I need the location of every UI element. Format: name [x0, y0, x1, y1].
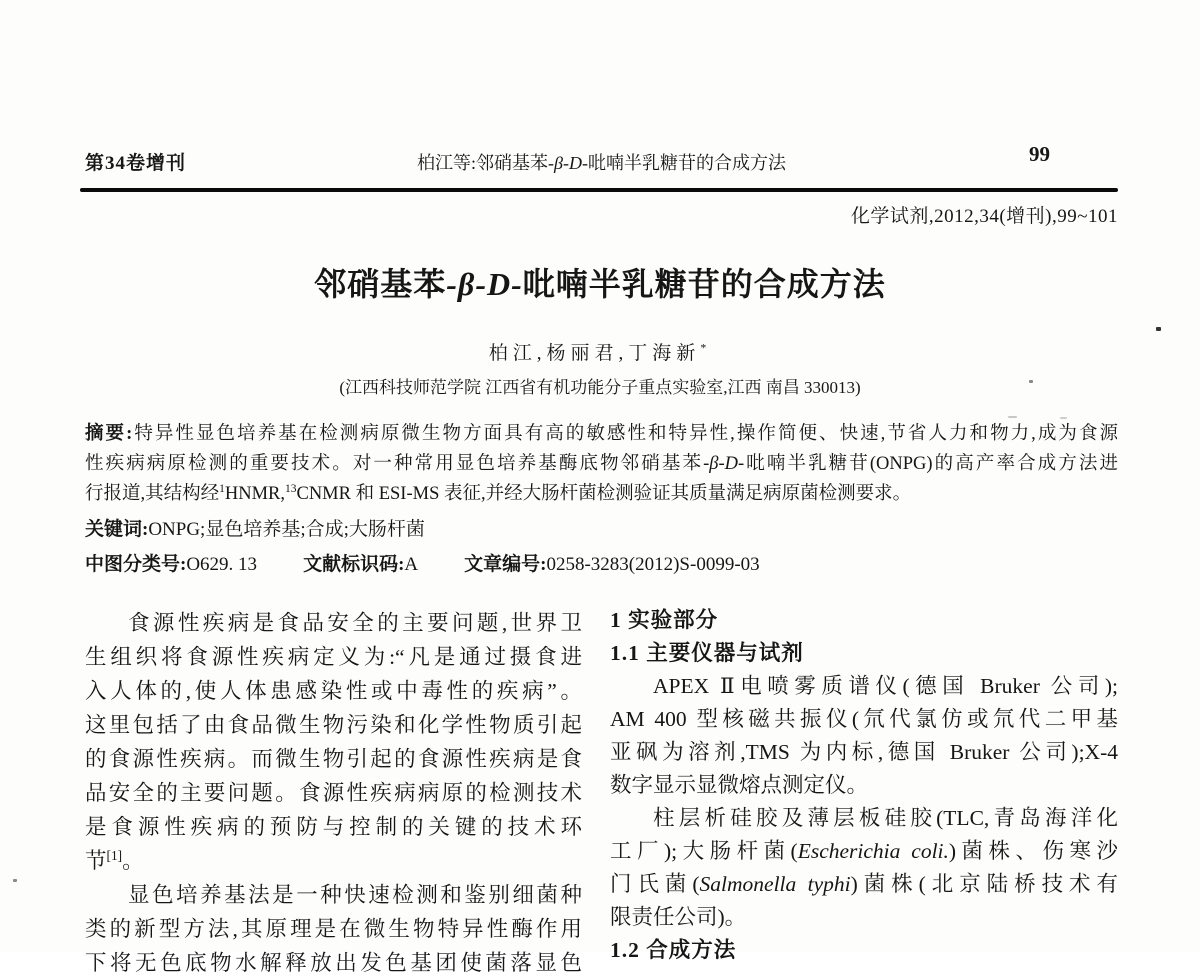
text-segment: 文献标识码: [303, 554, 405, 575]
text-segment: [1] [106, 847, 123, 863]
keywords-line [85, 514, 1118, 541]
scan-speck [13, 879, 17, 882]
text-segment: 1.1 主要仪器与试剂 [610, 641, 804, 665]
abstract-block [85, 419, 1118, 509]
text-segment: 显色培养基法是一种快速检测和鉴别细菌种 [128, 883, 582, 907]
text-segment: 是食源性疾病的预防与控制的关键的技术环 [85, 815, 582, 839]
text-segment: APEX Ⅱ电喷雾质谱仪(德国 Bruker 公司); [653, 674, 1118, 698]
body-column-right [610, 604, 1118, 962]
text-segment: β-D- [554, 153, 588, 173]
text-segment: β-D- [709, 454, 745, 474]
text-segment: 下将无色底物水解释放出发色基团使菌落显色 [85, 951, 582, 975]
text-segment: )菌株(北京陆桥技术有 [850, 872, 1118, 896]
text-segment: 特异性显色培养基在检测病原微生物方面具有高的敏感性和特异性,操作简便、快速,节省人力和物力,成为食源 [132, 424, 1118, 444]
text-line [610, 868, 1118, 901]
text-line [85, 810, 582, 844]
text-segment: HNMR, [224, 484, 286, 504]
text-line [85, 776, 582, 810]
authors-line [0, 338, 1200, 365]
text-segment: Salmonella typhi [699, 872, 851, 896]
text-segment: O629. 13 [186, 554, 258, 575]
text-segment: 的食源性疾病。而微生物引起的食源性疾病是食 [85, 747, 582, 771]
text-line [85, 946, 582, 980]
text-segment: 品安全的主要问题。食源性疾病病原的检测技术 [85, 781, 582, 805]
text-segment: 工厂);大肠杆菌( [610, 839, 798, 863]
page-header [85, 142, 1118, 174]
text-segment: 入人体的,使人体患感染性或中毒性的疾病”。 [85, 679, 582, 703]
text-segment: 关键词: [85, 519, 149, 540]
text-segment: A [404, 554, 419, 575]
text-segment: 摘要: [85, 424, 133, 444]
text-segment: 生组织将食源性疾病定义为:“凡是通过摄食进 [85, 645, 582, 669]
header-running-title [85, 149, 1118, 175]
text-line [85, 708, 582, 742]
text-line [610, 637, 1118, 670]
scan-speck [1156, 327, 1161, 331]
text-line [85, 479, 1118, 509]
text-segment: 食源性疾病是食品安全的主要问题,世界卫 [128, 611, 582, 635]
text-segment: 13 [285, 482, 297, 495]
text-line [610, 901, 1118, 934]
article-title [0, 259, 1200, 305]
header-volume: 第34卷增刊 [85, 153, 187, 174]
text-segment: 柏江,杨丽君,丁海新 [488, 343, 701, 364]
text-segment: 吡喃半乳糖苷的合成方法 [587, 153, 786, 173]
text-segment: -β-D- [446, 266, 523, 302]
text-line [85, 640, 582, 674]
text-segment: 门氏菌( [610, 872, 700, 896]
text-segment: 节 [85, 849, 107, 873]
text-segment: 邻硝基苯 [314, 266, 447, 302]
text-segment: 。 [122, 849, 144, 873]
text-segment: 这里包括了由食品微生物污染和化学性物质引起 [85, 713, 582, 737]
text-segment: CNMR 和 ESI-MS 表征,并经大肠杆菌检测验证其质量满足病原菌检测要求。 [296, 484, 912, 504]
text-segment: ONPG;显色培养基;合成;大肠杆菌 [148, 519, 425, 540]
text-segment: AM 400 型核磁共振仪(氘代氯仿或氘代二甲基 [610, 707, 1118, 731]
text-segment: 吡喃半乳糖苷的合成方法 [522, 266, 886, 302]
text-line [610, 769, 1118, 802]
affiliation-line: (江西科技师范学院 江西省有机功能分子重点实验室,江西 南昌 330013) [339, 378, 861, 397]
journal-citation: 化学试剂,2012,34(增刊),99~101 [850, 206, 1118, 227]
text-segment: 1 实验部分 [610, 608, 719, 632]
text-line [85, 449, 1118, 479]
text-line [85, 844, 582, 878]
text-line [610, 703, 1118, 736]
scan-speck [1029, 380, 1033, 383]
text-segment: Escherichia coli. [797, 839, 949, 863]
text-line [85, 606, 582, 640]
text-segment: 限责任公司)。 [610, 905, 747, 929]
scan-speck [1008, 416, 1017, 418]
text-segment: 行报道,其结构经 [85, 484, 220, 504]
text-segment: 柱层析硅胶及薄层板硅胶(TLC,青岛海洋化 [653, 806, 1118, 830]
text-line [610, 835, 1118, 868]
text-line [610, 604, 1118, 637]
text-segment: 中图分类号: [85, 554, 187, 575]
text-line [85, 878, 582, 912]
text-segment: 1.2 合成方法 [610, 938, 737, 962]
text-line [85, 742, 582, 776]
header-rule [80, 188, 1118, 192]
text-segment: 1 [219, 482, 225, 495]
text-line [610, 670, 1118, 703]
text-segment: 性疾病病原检测的重要技术。对一种常用显色培养基酶底物邻硝基苯- [85, 454, 710, 474]
text-line [85, 419, 1118, 449]
scan-speck [1060, 417, 1067, 419]
text-line [610, 802, 1118, 835]
text-segment: )菌株、伤寒沙 [948, 839, 1118, 863]
text-segment: 类的新型方法,其原理是在微生物特异性酶作用 [85, 917, 582, 941]
text-segment: 亚砜为溶剂,TMS 为内标,德国 Bruker 公司);X-4 [610, 740, 1118, 764]
text-segment: 0258-3283(2012)S-0099-03 [546, 554, 760, 575]
classification-line [85, 549, 1118, 576]
text-segment: 文章编号: [464, 554, 547, 575]
text-segment: 数字显示显微熔点测定仪。 [610, 773, 869, 797]
text-segment: * [700, 341, 712, 355]
text-segment: 吡喃半乳糖苷(ONPG)的高产率合成方法进 [744, 454, 1118, 474]
header-page-number: 99 [1029, 142, 1050, 166]
text-line [610, 934, 1118, 967]
text-line [85, 912, 582, 946]
text-line [85, 674, 582, 708]
text-line [610, 736, 1118, 769]
text-segment: 柏江等:邻硝基苯- [417, 153, 555, 173]
body-column-left [85, 606, 582, 975]
